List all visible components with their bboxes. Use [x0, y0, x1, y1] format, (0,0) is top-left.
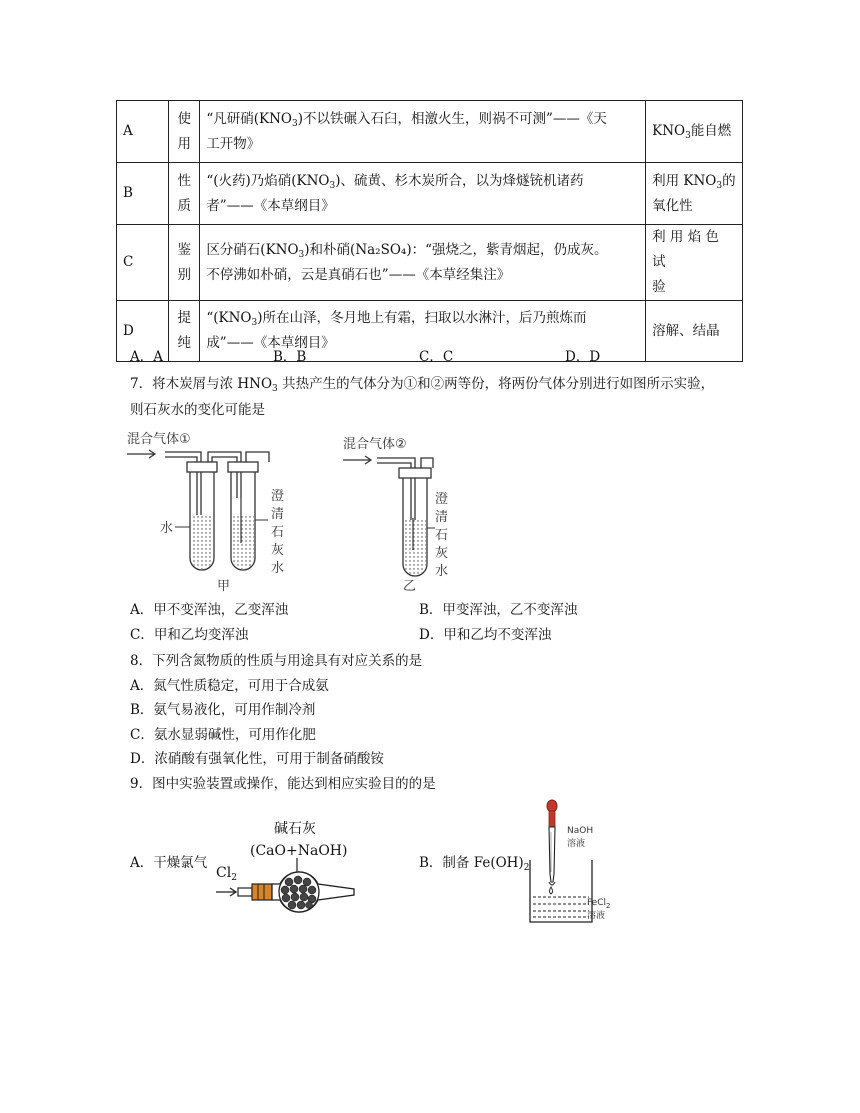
q6-option-b[interactable]: B．B: [273, 349, 307, 365]
table-row: [117, 163, 743, 225]
gas1-label: 混合气体①: [127, 432, 191, 447]
row-result: 溶解、结晶: [646, 301, 743, 362]
q8-option-c[interactable]: C．氨水显弱碱性，可用作化肥: [130, 727, 316, 743]
label-jia: 甲: [217, 579, 231, 594]
limewater-char: 灰: [271, 543, 285, 558]
gas-label: $Cl_2$: [216, 865, 237, 883]
label-yi: 乙: [403, 579, 417, 594]
row-letter: D: [117, 301, 169, 362]
q7-option-a[interactable]: A．甲不变浑浊，乙变浑浊: [130, 602, 289, 618]
limewater-char: 清: [435, 510, 449, 525]
table-row: [117, 101, 743, 163]
drying-tube-figure: [214, 858, 364, 928]
q9-option-b[interactable]: B．制备 $Fe(OH)_2$: [419, 855, 530, 873]
limewater-char: 石: [271, 525, 285, 540]
row-quote: “(火药)乃焰硝$(KNO_3)$、硫黄、杉木炭所合，以为烽燧铳机诸药 者”——《本草纲目》: [200, 163, 646, 225]
arrow-icon: [127, 450, 155, 458]
limewater-char: 石: [435, 528, 449, 543]
q7-option-b[interactable]: B．甲变浑浊，乙不变浑浊: [419, 602, 578, 618]
q7-stem: 7．将木炭屑与浓 $HNO_3$ 共热产生的气体分为①和②两等份，将两份气体分别进行如图所示实验，: [130, 376, 715, 394]
q8-option-b[interactable]: B．氨气易液化，可用作制冷剂: [130, 702, 316, 718]
row-result: 利用 $KNO_3$的 氧化性: [646, 163, 743, 225]
reagent-label: 碱石灰: [274, 821, 316, 837]
fecl2-label-2: 溶液: [587, 911, 606, 921]
row-quote: “$(KNO_3)$所在山泽，冬月地上有霜，扫取以水淋汁，后乃煎炼而 成”——《本草纲目》: [200, 301, 646, 362]
row-quote: 区分硝石$(KNO_3)$和朴硝(Na₂SO₄)：“强烧之，紫青烟起，仍成灰。 不停沸如朴硝，云是真硝石也”——《本草经集注》: [200, 225, 646, 301]
limewater-char: 澄: [435, 492, 449, 507]
limewater-char: 清: [271, 507, 285, 522]
reagent-formula: (CaO+NaOH): [250, 843, 348, 859]
q9-option-a[interactable]: A．干燥氯气: [130, 855, 208, 871]
table-row: [117, 225, 743, 301]
rubber-stopper: [252, 884, 272, 900]
row-letter: B: [117, 163, 169, 225]
arrow-icon: [343, 456, 371, 464]
q8-option-d[interactable]: D．浓硝酸有强氧化性，可用于制备硝酸铵: [130, 751, 384, 767]
row-category: 使 用: [169, 101, 200, 163]
naoh-label-2: 溶液: [567, 839, 586, 849]
limewater-char: 灰: [435, 546, 449, 561]
arrow-icon: [216, 888, 236, 896]
row-result: $KNO_3$能自燃: [646, 101, 743, 163]
q6-option-d[interactable]: D．D: [565, 349, 601, 365]
q7-stem-line2: 则石灰水的变化可能是: [130, 402, 265, 418]
dropper-bulb: [547, 800, 557, 812]
beaker-figure: [524, 798, 624, 928]
limewater-char: 水: [271, 561, 285, 576]
water-label: 水: [160, 521, 174, 536]
q6-table: [116, 100, 743, 362]
gas2-label: 混合气体②: [343, 437, 407, 452]
q6-option-c[interactable]: C．C: [419, 349, 454, 365]
row-letter: A: [117, 101, 169, 163]
row-result: 利 用 焰 色 试 验: [646, 225, 743, 301]
q7-option-c[interactable]: C．甲和乙均变浑浊: [130, 627, 249, 643]
fecl2-label: FeCl$_2$: [587, 898, 611, 910]
q7-option-d[interactable]: D．甲和乙均不变浑浊: [419, 627, 552, 643]
row-letter: C: [117, 225, 169, 301]
q6-option-a[interactable]: A．A: [130, 349, 163, 365]
beaker: [530, 860, 592, 922]
row-category: 性 质: [169, 163, 200, 225]
limewater-char: 水: [435, 564, 449, 579]
row-category: 提 纯: [169, 301, 200, 362]
q8-option-a[interactable]: A．氮气性质稳定，可用于合成氨: [130, 678, 329, 694]
dropper-tube: [549, 827, 555, 882]
limewater-char: 澄: [271, 489, 285, 504]
row-quote: “凡研硝$(KNO_3)$不以铁碾入石臼，相激火生，则祸不可测”——《天 工开物》: [200, 101, 646, 163]
q7-figure: [125, 428, 465, 598]
q8-stem: 8．下列含氮物质的性质与用途具有对应关系的是: [130, 653, 423, 669]
q9-stem: 9．图中实验装置或操作，能达到相应实验目的的是: [130, 776, 436, 792]
row-category: 鉴 别: [169, 225, 200, 301]
naoh-label: NaOH: [567, 826, 594, 836]
